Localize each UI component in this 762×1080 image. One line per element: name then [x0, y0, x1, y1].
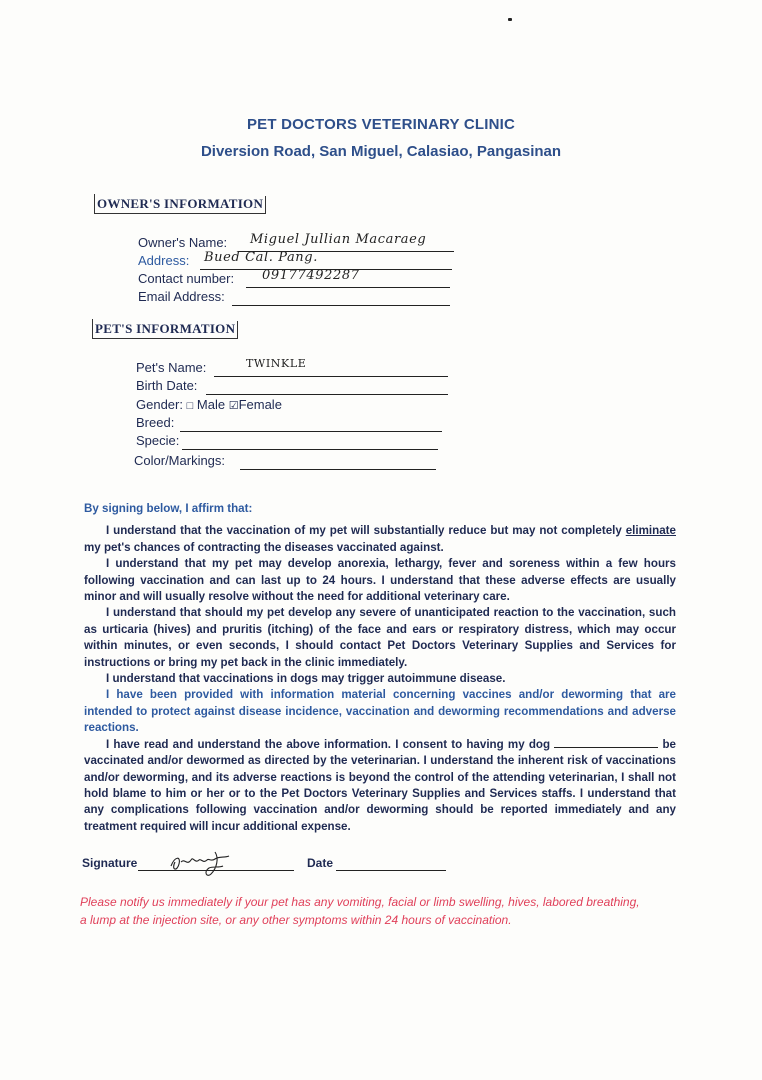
- clinic-header: [0, 116, 762, 160]
- consent-text: [84, 501, 676, 835]
- owner-contact-value: 09177492287: [262, 268, 360, 283]
- pet-gender-field: [136, 397, 456, 415]
- owner-contact-field[interactable]: [138, 268, 458, 289]
- consent-p6-text-a: I have read and understand the above information. I consent to having my dog: [106, 737, 551, 751]
- pet-name-field[interactable]: [136, 357, 456, 378]
- gender-female-checkbox[interactable]: ☑: [228, 400, 239, 412]
- pet-breed-line: [180, 415, 442, 432]
- consent-intro: By signing below, I affirm that:: [84, 502, 253, 515]
- clinic-address: Diversion Road, San Miguel, Calasiao, Pangasinan: [200, 143, 562, 160]
- clinic-name: PET DOCTORS VETERINARY CLINIC: [246, 116, 516, 133]
- pet-birthdate-line: [206, 378, 448, 395]
- gender-male-checkbox[interactable]: □: [186, 400, 194, 412]
- date-label: Date: [307, 856, 334, 870]
- owner-name-label: Owner's Name:: [138, 235, 228, 250]
- owner-email-label: Email Address:: [138, 289, 225, 304]
- consent-p1-text-b: my pet's chances of contracting the diseases vaccinated against.: [84, 540, 444, 554]
- pet-specie-field[interactable]: [136, 433, 456, 451]
- pet-color-field[interactable]: [134, 453, 454, 471]
- owner-email-field[interactable]: [138, 289, 458, 307]
- pet-breed-field[interactable]: [136, 415, 456, 433]
- notice-text: Please notify us immediately if your pet has any vomiting, facial or limb swelling, hives, labored breathing, a lump at the injection site, or any other symptoms within 24 hours of vaccination.: [80, 895, 640, 927]
- pet-color-line: [240, 453, 436, 470]
- scan-speck: [508, 18, 512, 21]
- pet-gender-label: Gender:: [136, 397, 183, 412]
- consent-paragraph-6: [84, 737, 676, 835]
- pet-birthdate-label: Birth Date:: [136, 378, 198, 393]
- consent-paragraph-5: I have been provided with information material concerning vaccines and/or deworming that are intended to protect against disease incidence, vaccination and deworming recommendations and adverse reactions.: [84, 688, 676, 735]
- consent-paragraph-1: [84, 523, 676, 556]
- consent-p1-underlined: eliminate: [625, 524, 676, 538]
- owner-name-value: Miguel Jullian Macaraeg: [250, 232, 427, 247]
- pet-color-label: Color/Markings:: [134, 453, 226, 468]
- pet-section-label: PET'S INFORMATION: [92, 321, 238, 339]
- consent-paragraph-4: I understand that vaccinations in dogs may trigger autoimmune disease.: [106, 672, 506, 686]
- consent-p6-text-b: be vaccinated and/or dewormed as directed by the veterinarian. I understand the inherent risk of vaccinations and/or deworming, and its adverse reactions is beyond the control of the attending veterinarian, I shall not hold blame to him or her or to the Pet Doctors Veterinary Supplies and Services staffs. I understand that any complications following vaccination and/or deworming should be reported immediately and any treatment required will incur additional expense.: [84, 737, 676, 833]
- pet-breed-label: Breed:: [136, 415, 175, 430]
- pet-specie-label: Specie:: [136, 433, 180, 448]
- pet-birthdate-field[interactable]: [136, 378, 456, 396]
- pet-name-value: TWINKLE: [246, 357, 307, 370]
- signature-scribble-icon: [167, 848, 247, 878]
- pet-specie-line: [182, 433, 438, 450]
- owner-section-label: OWNER'S INFORMATION: [94, 196, 266, 214]
- date-line[interactable]: [336, 856, 446, 871]
- pet-name-label: Pet's Name:: [136, 360, 207, 375]
- consent-paragraph-3: I understand that should my pet develop any severe of unanticipated reaction to the vaccination, such as urticaria (hives) and pruritis (itching) of the face and ears or respiratory distress, which may occur within minutes, or even seconds, I should contact Pet Doctors Veterinary Supplies and Services for instructions or bring my pet back in the clinic immediately.: [84, 606, 676, 669]
- gender-male-label: Male: [196, 397, 226, 412]
- signature-label: Signature: [82, 856, 138, 870]
- owner-contact-label: Contact number:: [138, 271, 235, 286]
- consent-paragraph-2: I understand that my pet may develop anorexia, lethargy, fever and soreness within a few hours following vaccination and can last up to 24 hours. I understand that these adverse effects are usually minor and will usually resolve without the need for additional veterinary care.: [84, 557, 676, 604]
- consent-p1-text-a: I understand that the vaccination of my pet will substantially reduce but may not completely: [106, 524, 626, 538]
- owner-address-value: Bued Cal. Pang.: [204, 250, 318, 265]
- signature-row: [82, 856, 482, 878]
- owner-address-label: Address:: [138, 253, 190, 268]
- owner-email-line: [232, 289, 450, 306]
- dog-name-blank[interactable]: [554, 737, 658, 748]
- gender-female-label: Female: [238, 397, 282, 412]
